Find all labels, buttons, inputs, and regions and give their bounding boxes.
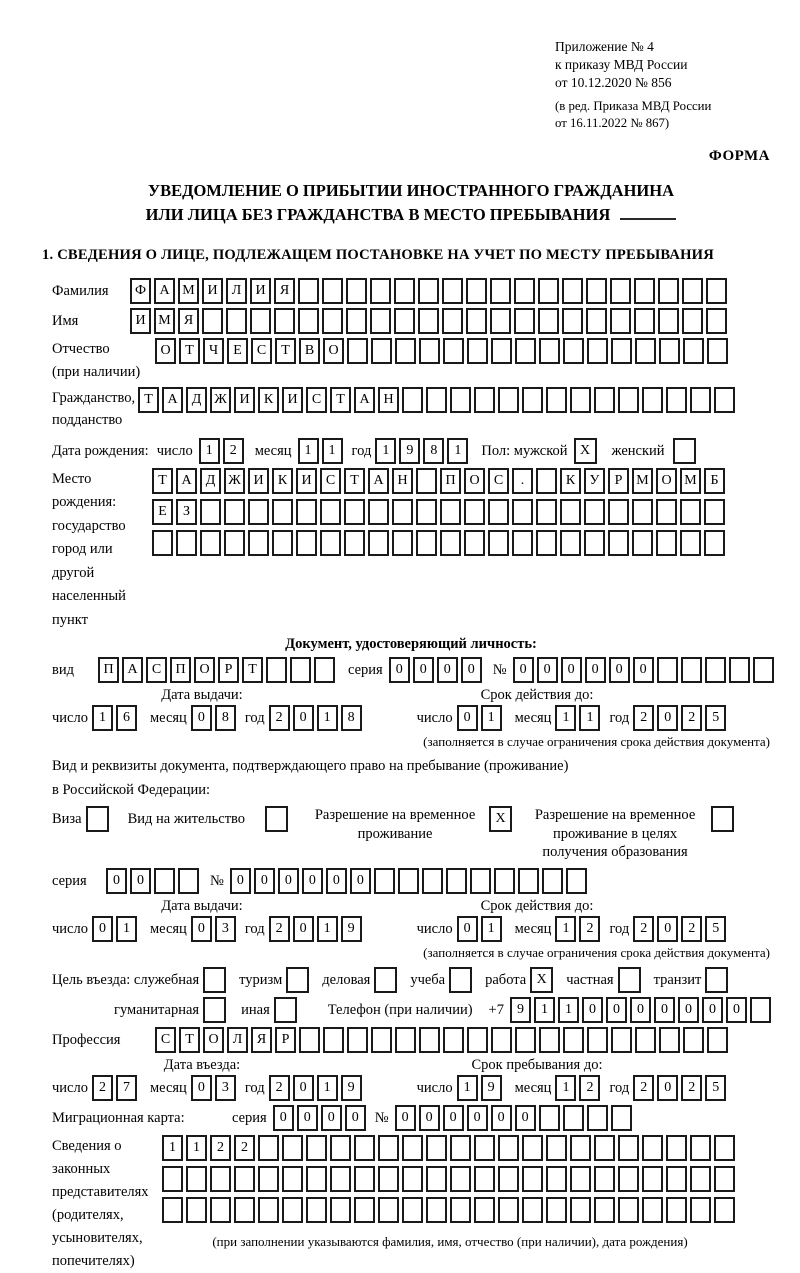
entry-year-label: год bbox=[244, 1080, 265, 1097]
legal-reps-row2-input[interactable] bbox=[162, 1166, 738, 1192]
purpose-tourism-checkbox[interactable] bbox=[286, 967, 312, 993]
id-issue-day-label: число bbox=[52, 710, 88, 727]
legal-reps-label-line5: усыновителях, bbox=[52, 1229, 143, 1246]
visit-purpose-row bbox=[52, 967, 770, 993]
birth-place-row1-input[interactable]: Т А Д Ж И К И С Т А Н П О С . К У Р М О М Б bbox=[152, 468, 728, 494]
citizenship-label bbox=[52, 387, 138, 432]
title-blank-underline bbox=[620, 206, 676, 220]
appendix-line-1: Приложение № 4 bbox=[555, 39, 654, 54]
purpose-business-label: деловая bbox=[322, 972, 371, 989]
doc-number-input[interactable]: 0 0 0 0 0 0 bbox=[513, 657, 777, 683]
res-valid-year-input[interactable]: 2 0 2 5 bbox=[633, 916, 729, 942]
sex-female-label: женский bbox=[611, 442, 665, 459]
temp-residence-edu-line1: Разрешение на временное bbox=[534, 806, 696, 823]
doc-number-sign: № bbox=[492, 662, 507, 679]
birth-year-label: год bbox=[351, 442, 372, 459]
identity-doc-row bbox=[52, 657, 770, 683]
res-series-input[interactable]: 0 0 bbox=[106, 868, 202, 894]
id-valid-year-label: год bbox=[609, 710, 630, 727]
res-issue-year-label: год bbox=[244, 921, 265, 938]
given-name-input[interactable]: И М Я bbox=[130, 308, 730, 334]
profession-label: Профессия bbox=[52, 1032, 121, 1049]
form-title-line1: УВЕДОМЛЕНИЕ О ПРИБЫТИИ ИНОСТРАННОГО ГРАЖДАНИНА bbox=[147, 181, 675, 201]
temp-residence-edu-checkbox[interactable] bbox=[711, 806, 737, 832]
legal-reps-row bbox=[52, 1135, 770, 1272]
legal-reps-label-line4: (родителях, bbox=[52, 1207, 124, 1224]
identity-doc-heading: Документ, удостоверяющий личность: bbox=[285, 636, 537, 653]
stay-until-group bbox=[417, 1075, 730, 1101]
temp-residence-edu-line3: получения образования bbox=[542, 844, 688, 861]
profession-row bbox=[52, 1027, 770, 1053]
doc-kind-label: вид bbox=[52, 662, 74, 679]
birth-place-label-line2: государство bbox=[52, 517, 126, 534]
patronymic-label-line1: Отчество bbox=[52, 341, 110, 358]
residence-doc-line1: Вид и реквизиты документа, подтверждающего право на пребывание (проживание) bbox=[52, 758, 569, 775]
id-issue-month-label: месяц bbox=[149, 710, 187, 727]
citizenship-input[interactable]: Т А Д Ж И К И С Т А Н bbox=[138, 387, 738, 413]
mig-series-label: серия bbox=[232, 1110, 267, 1127]
appendix-line-2: к приказу МВД России bbox=[555, 57, 688, 73]
entry-month-label: месяц bbox=[149, 1080, 187, 1097]
res-valid-month-input[interactable]: 1 2 bbox=[555, 916, 603, 942]
temp-residence-label-line1: Разрешение на временное bbox=[314, 806, 476, 823]
doc-series-input[interactable]: 0 0 0 0 bbox=[389, 657, 485, 683]
section1-heading: 1. СВЕДЕНИЯ О ЛИЦЕ, ПОДЛЕЖАЩЕМ ПОСТАНОВКЕ НА УЧЕТ ПО МЕСТУ ПРЕБЫВАНИЯ bbox=[42, 247, 714, 264]
purpose-work-checkbox[interactable]: X bbox=[530, 967, 556, 993]
id-valid-day-label: число bbox=[416, 710, 453, 727]
res-issue-date-header: Дата выдачи: bbox=[161, 898, 243, 915]
birth-month-input[interactable]: 1 1 bbox=[298, 438, 346, 464]
birth-place-row bbox=[52, 468, 770, 632]
purpose-transit-checkbox[interactable] bbox=[705, 967, 731, 993]
birth-date-label: Дата рождения: bbox=[52, 442, 149, 459]
purpose-study-label: учеба bbox=[410, 972, 446, 989]
patronymic-label bbox=[52, 338, 155, 383]
patronymic-row bbox=[52, 338, 770, 383]
res-issue-day-input[interactable]: 0 1 bbox=[92, 916, 140, 942]
res-doc-date-headers bbox=[52, 898, 770, 915]
patronymic-label-line2: (при наличии) bbox=[52, 363, 141, 380]
temp-residence-edu-label bbox=[529, 806, 701, 863]
purpose-work-label: работа bbox=[485, 972, 527, 989]
birth-place-inputs bbox=[152, 468, 728, 561]
birth-day-label: число bbox=[156, 442, 193, 459]
entry-day-label: число bbox=[52, 1080, 88, 1097]
id-valid-date-group bbox=[417, 705, 730, 731]
form-title bbox=[52, 179, 770, 227]
res-number-input[interactable]: 0 0 0 0 0 0 bbox=[230, 868, 590, 894]
id-doc-date-headers bbox=[52, 687, 770, 704]
purpose-other-label: иная bbox=[241, 1002, 270, 1019]
res-series-label: серия bbox=[52, 873, 87, 890]
temp-residence-edu-line2: проживание в целях bbox=[552, 825, 678, 842]
res-valid-month-label: месяц bbox=[514, 921, 552, 938]
entry-month-input[interactable]: 0 3 bbox=[191, 1075, 239, 1101]
res-valid-until-header: Срок действия до: bbox=[480, 898, 594, 915]
entry-date-header: Дата въезда: bbox=[163, 1057, 241, 1074]
legal-reps-label-line2: законных bbox=[52, 1161, 111, 1178]
purpose-private-label: частная bbox=[566, 972, 614, 989]
appendix-line-3: от 10.12.2020 № 856 bbox=[555, 75, 672, 91]
citizenship-label-line2: подданство bbox=[52, 412, 123, 429]
stay-month-input[interactable]: 1 2 bbox=[555, 1075, 603, 1101]
res-issue-month-input[interactable]: 0 3 bbox=[191, 916, 239, 942]
res-number-sign: № bbox=[210, 873, 224, 890]
purpose-official-label: Цель въезда: служебная bbox=[52, 972, 200, 989]
citizenship-row bbox=[52, 387, 770, 432]
res-valid-year-label: год bbox=[609, 921, 630, 938]
purpose-private-checkbox[interactable] bbox=[618, 967, 644, 993]
res-valid-day-label: число bbox=[416, 921, 453, 938]
mig-number-input[interactable]: 0 0 0 0 0 0 bbox=[395, 1105, 635, 1131]
id-valid-month-input[interactable]: 1 1 bbox=[555, 705, 603, 731]
birth-place-row2-input[interactable]: Е З bbox=[152, 499, 728, 525]
birth-place-label-line3: город или другой bbox=[52, 541, 113, 581]
purpose-humanitarian-checkbox[interactable] bbox=[203, 997, 229, 1023]
visa-label: Виза bbox=[52, 810, 82, 827]
id-issue-year-input[interactable]: 2 0 1 8 bbox=[269, 705, 365, 731]
birth-place-row3-input[interactable] bbox=[152, 530, 728, 556]
id-issue-month-input[interactable]: 0 8 bbox=[191, 705, 239, 731]
legal-reps-label bbox=[52, 1135, 162, 1272]
birth-place-label-line1: Место рождения: bbox=[52, 470, 117, 511]
entry-date-headers bbox=[52, 1057, 770, 1074]
entry-year-input[interactable]: 2 0 1 9 bbox=[269, 1075, 365, 1101]
birth-place-label bbox=[52, 468, 152, 632]
surname-label: Фамилия bbox=[52, 283, 109, 300]
legal-reps-row3-input[interactable] bbox=[162, 1197, 738, 1223]
patronymic-input[interactable]: О Т Ч Е С Т В О bbox=[155, 338, 731, 364]
res-doc-dates-row bbox=[52, 916, 770, 942]
birth-place-label-line4: населенный пункт bbox=[52, 588, 126, 628]
residence-permit-label: Вид на жительство bbox=[127, 810, 246, 827]
revision-line-1: (в ред. Приказа МВД России bbox=[555, 98, 712, 113]
residence-doc-line2: в Российской Федерации: bbox=[52, 782, 211, 799]
res-issue-year-input[interactable]: 2 0 1 9 bbox=[269, 916, 365, 942]
form-title-line2: ИЛИ ЛИЦА БЕЗ ГРАЖДАНСТВА В МЕСТО ПРЕБЫВАНИЯ bbox=[145, 205, 611, 225]
legal-reps-row1-input[interactable]: 1 1 2 2 bbox=[162, 1135, 738, 1161]
purpose-transit-label: транзит bbox=[653, 972, 702, 989]
id-valid-month-label: месяц bbox=[514, 710, 552, 727]
given-name-row bbox=[52, 308, 770, 334]
phone-label: Телефон (при наличии) bbox=[327, 1002, 473, 1019]
given-name-label: Имя bbox=[52, 313, 79, 330]
id-doc-dates-row bbox=[52, 705, 770, 731]
purpose-business-checkbox[interactable] bbox=[374, 967, 400, 993]
birth-month-label: месяц bbox=[254, 442, 292, 459]
id-valid-day-input[interactable]: 0 1 bbox=[457, 705, 505, 731]
id-issue-date-group bbox=[52, 705, 365, 731]
appendix-block bbox=[555, 38, 770, 132]
id-valid-until-header: Срок действия до: bbox=[480, 687, 594, 704]
form-title-line2-wrap bbox=[52, 203, 770, 227]
revision-line-2: от 16.11.2022 № 867) bbox=[555, 115, 670, 130]
citizenship-label-line1: Гражданство, bbox=[52, 389, 136, 406]
purpose-official-checkbox[interactable] bbox=[203, 967, 229, 993]
birth-date-row bbox=[52, 438, 770, 464]
stay-until-header: Срок пребывания до: bbox=[471, 1057, 603, 1074]
temp-residence-checkbox[interactable]: X bbox=[489, 806, 515, 832]
doc-kind-input[interactable]: П А С П О Р Т bbox=[98, 657, 338, 683]
doc-series-label: серия bbox=[348, 662, 383, 679]
entry-day-input[interactable]: 2 7 bbox=[92, 1075, 140, 1101]
legal-reps-inputs bbox=[162, 1135, 738, 1250]
res-valid-date-group bbox=[417, 916, 730, 942]
purpose-tourism-label: туризм bbox=[239, 972, 283, 989]
residence-doc-options-row bbox=[52, 806, 770, 863]
id-valid-note: (заполняется в случае ограничения срока действия документа) bbox=[423, 734, 770, 750]
id-valid-year-input[interactable]: 2 0 2 5 bbox=[633, 705, 729, 731]
purpose-other-checkbox[interactable] bbox=[274, 997, 300, 1023]
birth-day-input[interactable]: 1 2 bbox=[199, 438, 247, 464]
migration-card-label: Миграционная карта: bbox=[52, 1110, 185, 1127]
sex-female-checkbox[interactable] bbox=[673, 438, 699, 464]
profession-input[interactable]: С Т О Л Я Р bbox=[155, 1027, 731, 1053]
stay-day-input[interactable]: 1 9 bbox=[457, 1075, 505, 1101]
mig-number-sign: № bbox=[374, 1110, 389, 1127]
id-issue-year-label: год bbox=[244, 710, 265, 727]
stay-year-input[interactable]: 2 0 2 5 bbox=[633, 1075, 729, 1101]
mig-series-input[interactable]: 0 0 0 0 bbox=[273, 1105, 369, 1131]
res-issue-month-label: месяц bbox=[149, 921, 187, 938]
res-valid-day-input[interactable]: 0 1 bbox=[457, 916, 505, 942]
migration-card-row bbox=[52, 1105, 770, 1131]
entry-date-group bbox=[52, 1075, 365, 1101]
phone-number-input[interactable]: 9 1 1 0 0 0 0 0 0 0 bbox=[510, 997, 774, 1023]
id-issue-date-header: Дата выдачи: bbox=[161, 687, 243, 704]
residence-doc-series-row bbox=[52, 868, 770, 894]
birth-year-input[interactable]: 1 9 8 1 bbox=[375, 438, 471, 464]
legal-reps-label-line6: попечителях) bbox=[52, 1252, 135, 1269]
res-issue-day-label: число bbox=[52, 921, 88, 938]
visa-checkbox[interactable] bbox=[86, 806, 112, 832]
stay-month-label: месяц bbox=[514, 1080, 552, 1097]
sex-male-checkbox[interactable]: X bbox=[574, 438, 600, 464]
temp-residence-label-line2: проживание bbox=[357, 825, 433, 842]
legal-reps-label-line1: Сведения о bbox=[52, 1138, 122, 1155]
id-issue-day-input[interactable]: 1 6 bbox=[92, 705, 140, 731]
legal-reps-note: (при заполнении указываются фамилия, имя, отчество (при наличии), дата рождения) bbox=[212, 1234, 688, 1250]
form-label: ФОРМА bbox=[708, 148, 770, 165]
surname-input[interactable]: Ф А М И Л И Я bbox=[130, 278, 730, 304]
legal-reps-label-line3: представителях bbox=[52, 1184, 149, 1201]
temp-residence-label bbox=[311, 806, 479, 844]
stay-year-label: год bbox=[609, 1080, 630, 1097]
residence-permit-checkbox[interactable] bbox=[265, 806, 291, 832]
sex-male-label: Пол: мужской bbox=[481, 442, 568, 459]
purpose-second-line-row bbox=[52, 997, 770, 1023]
stay-day-label: число bbox=[416, 1080, 453, 1097]
phone-prefix: +7 bbox=[488, 1002, 504, 1019]
entry-stay-dates-row bbox=[52, 1075, 770, 1101]
res-valid-note: (заполняется в случае ограничения срока действия документа) bbox=[423, 945, 770, 961]
purpose-study-checkbox[interactable] bbox=[449, 967, 475, 993]
res-issue-date-group bbox=[52, 916, 365, 942]
surname-row bbox=[52, 278, 770, 304]
purpose-humanitarian-label: гуманитарная bbox=[114, 1002, 200, 1019]
